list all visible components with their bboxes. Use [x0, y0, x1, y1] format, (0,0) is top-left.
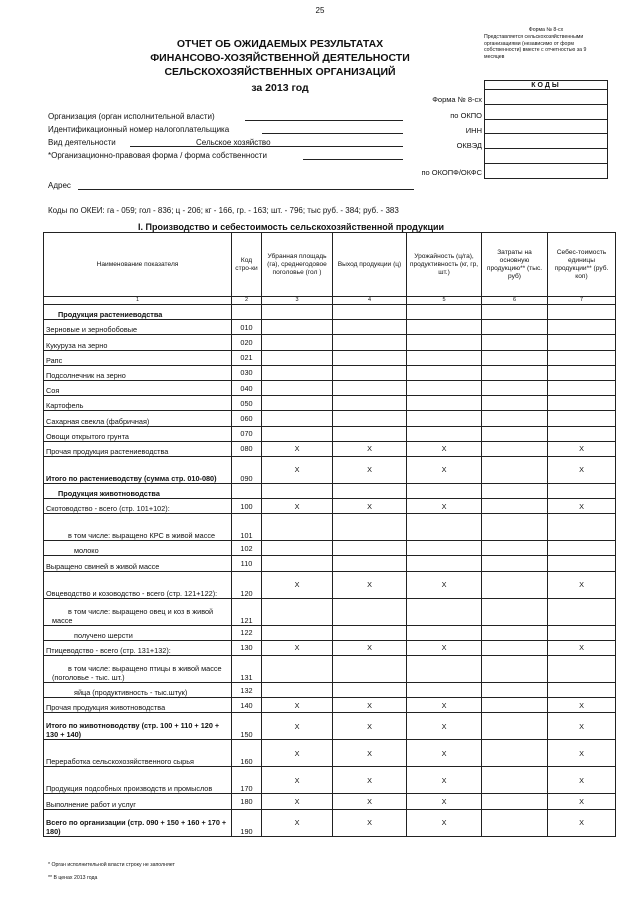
footnote-2: ** В ценах 2013 года: [48, 875, 98, 881]
value-cell[interactable]: [262, 380, 333, 395]
not-applicable-mark: X: [262, 794, 333, 809]
table-row: [44, 499, 616, 514]
title-line-4: за 2013 год: [251, 82, 309, 94]
not-applicable-mark: X: [548, 794, 616, 809]
value-cell[interactable]: [333, 483, 407, 498]
value-cell[interactable]: [482, 483, 548, 498]
col-number: 7: [548, 297, 616, 305]
table-row: [44, 335, 616, 350]
row-name: Зерновые и зернобобовые: [44, 320, 232, 335]
value-cell[interactable]: [548, 483, 616, 498]
row-name: Картофель: [44, 396, 232, 411]
value-cell[interactable]: [333, 625, 407, 640]
okpo-label: по ОКПО: [450, 111, 482, 120]
row-code: 021: [232, 350, 262, 365]
value-cell[interactable]: [262, 514, 333, 541]
value-cell[interactable]: [548, 320, 616, 335]
report-title: [130, 37, 430, 95]
not-applicable-mark: X: [333, 740, 407, 767]
value-cell[interactable]: [262, 656, 333, 683]
row-name: получено шерсти: [44, 625, 232, 640]
codes-box: [484, 90, 608, 179]
table-row: [44, 411, 616, 426]
value-cell[interactable]: [482, 350, 548, 365]
value-cell[interactable]: [482, 809, 548, 836]
row-name: Сахарная свекла (фабричная): [44, 411, 232, 426]
value-cell[interactable]: [262, 411, 333, 426]
value-cell[interactable]: [262, 483, 333, 498]
value-cell[interactable]: [407, 598, 482, 625]
value-cell[interactable]: [482, 380, 548, 395]
legal-form-label: *Организационно-правовая форма / форма собственности: [48, 151, 267, 160]
value-cell[interactable]: [407, 656, 482, 683]
not-applicable-mark: X: [262, 456, 333, 483]
row-name: Соя: [44, 380, 232, 395]
value-cell[interactable]: [407, 541, 482, 556]
not-applicable-mark: X: [262, 740, 333, 767]
form-info-note-1: Представляется сельскохозяйственными: [484, 33, 584, 40]
col-number: 4: [333, 297, 407, 305]
value-cell[interactable]: [548, 335, 616, 350]
col-number: 5: [407, 297, 482, 305]
value-cell[interactable]: [333, 320, 407, 335]
row-code: 120: [232, 571, 262, 598]
value-cell[interactable]: [407, 683, 482, 698]
address-field[interactable]: [78, 180, 414, 190]
value-cell[interactable]: [482, 320, 548, 335]
table-row: [44, 656, 616, 683]
section-heading: Продукция животноводства: [44, 483, 232, 498]
table-row: [44, 365, 616, 380]
value-cell[interactable]: [548, 541, 616, 556]
not-applicable-mark: X: [262, 767, 333, 794]
row-code: 030: [232, 365, 262, 380]
activity-value: Сельское хозяйство: [196, 138, 271, 147]
row-name: Прочая продукция животноводства: [44, 698, 232, 713]
table-row: [44, 809, 616, 836]
row-name: Итого по растениеводству (сумма стр. 010-080): [44, 456, 232, 483]
value-cell[interactable]: [407, 320, 482, 335]
table-row: [44, 350, 616, 365]
not-applicable-mark: X: [333, 794, 407, 809]
table-row: [44, 571, 616, 598]
value-cell[interactable]: [482, 713, 548, 740]
title-line-3: СЕЛЬСКОХОЗЯЙСТВЕННЫХ ОРГАНИЗАЦИЙ: [164, 66, 396, 78]
table-row: [44, 625, 616, 640]
value-cell[interactable]: [262, 350, 333, 365]
row-name: Итого по животноводству (стр. 100 + 110 + 120 + 130 + 140): [44, 713, 232, 740]
not-applicable-mark: X: [548, 499, 616, 514]
section-heading: Продукция растениеводства: [44, 305, 232, 320]
row-code: 121: [232, 598, 262, 625]
value-cell[interactable]: [407, 625, 482, 640]
value-cell[interactable]: [262, 598, 333, 625]
table-row: [44, 305, 616, 320]
value-cell[interactable]: [482, 305, 548, 320]
value-cell[interactable]: [262, 335, 333, 350]
table-header-row: [44, 233, 616, 297]
value-cell[interactable]: [262, 365, 333, 380]
row-code: 080: [232, 441, 262, 456]
not-applicable-mark: X: [262, 441, 333, 456]
value-cell[interactable]: [262, 541, 333, 556]
footnote-1: * Орган исполнительной власти строку не заполняет: [48, 862, 175, 868]
value-cell[interactable]: [333, 541, 407, 556]
row-name: Переработка сельскохозяйственного сырья: [44, 740, 232, 767]
value-cell[interactable]: [548, 625, 616, 640]
value-cell[interactable]: [482, 556, 548, 571]
col-header-output: Выход продукции (ц): [333, 233, 407, 297]
value-cell[interactable]: [548, 514, 616, 541]
value-cell[interactable]: [482, 541, 548, 556]
okei-codes: Коды по ОКЕИ: га - 059; гол - 836; ц - 206; кг - 166, гр. - 163; шт. - 796; тыс руб. - 384; руб. - 383: [48, 206, 399, 215]
not-applicable-mark: X: [548, 640, 616, 655]
inn-field-label: Идентификационный номер налогоплательщика: [48, 125, 230, 134]
value-cell[interactable]: [262, 305, 333, 320]
value-cell[interactable]: [482, 365, 548, 380]
not-applicable-mark: X: [548, 441, 616, 456]
row-name: Всего по организации (стр. 090 + 150 + 160 + 170 + 180): [44, 809, 232, 836]
code-cell-okved[interactable]: [485, 134, 607, 149]
value-cell[interactable]: [548, 305, 616, 320]
row-code: 040: [232, 380, 262, 395]
form-info: [484, 27, 608, 61]
row-name: Выращено свиней в живой массе: [44, 556, 232, 571]
value-cell[interactable]: [548, 426, 616, 441]
not-applicable-mark: X: [333, 767, 407, 794]
value-cell[interactable]: [407, 396, 482, 411]
value-cell[interactable]: [482, 656, 548, 683]
table-row: [44, 541, 616, 556]
value-cell[interactable]: [333, 514, 407, 541]
value-cell[interactable]: [407, 411, 482, 426]
value-cell[interactable]: [333, 365, 407, 380]
not-applicable-mark: X: [548, 740, 616, 767]
value-cell[interactable]: [482, 767, 548, 794]
title-line-2: ФИНАНСОВО-ХОЗЯЙСТВЕННОЙ ДЕЯТЕЛЬНОСТИ: [150, 52, 410, 64]
row-code: 170: [232, 767, 262, 794]
row-name: Прочая продукция растениеводства: [44, 441, 232, 456]
value-cell[interactable]: [333, 396, 407, 411]
value-cell[interactable]: [333, 411, 407, 426]
row-code: 140: [232, 698, 262, 713]
not-applicable-mark: X: [262, 713, 333, 740]
column-number-row: [44, 297, 616, 305]
row-name: в том числе: выращено овец и коз в живой массе: [44, 598, 232, 625]
col-header-area: Убранная площадь (га), среднегодовое поголовье (гол ): [262, 233, 333, 297]
not-applicable-mark: X: [407, 456, 482, 483]
inn-label: ИНН: [465, 126, 482, 135]
row-code: 130: [232, 640, 262, 655]
value-cell[interactable]: [482, 640, 548, 655]
row-code: 180: [232, 794, 262, 809]
page-number: 25: [315, 6, 325, 15]
okopf-label: по ОКОПФ/ОКФС: [421, 168, 482, 177]
row-code: 131: [232, 656, 262, 683]
value-cell[interactable]: [548, 380, 616, 395]
value-cell[interactable]: [407, 350, 482, 365]
row-code: 100: [232, 499, 262, 514]
table-row: [44, 483, 616, 498]
not-applicable-mark: X: [262, 640, 333, 655]
row-code: 160: [232, 740, 262, 767]
organization-field[interactable]: [245, 111, 403, 121]
value-cell[interactable]: [407, 335, 482, 350]
table-row: [44, 698, 616, 713]
value-cell[interactable]: [548, 411, 616, 426]
row-code: [232, 483, 262, 498]
not-applicable-mark: X: [333, 456, 407, 483]
col-number: 3: [262, 297, 333, 305]
value-cell[interactable]: [482, 683, 548, 698]
row-code: 122: [232, 625, 262, 640]
value-cell[interactable]: [333, 380, 407, 395]
value-cell[interactable]: [482, 571, 548, 598]
form-info-note-2: организациями (независимо от форм: [484, 40, 574, 47]
not-applicable-mark: X: [407, 794, 482, 809]
not-applicable-mark: X: [333, 499, 407, 514]
col-number: 2: [232, 297, 262, 305]
table-row: [44, 426, 616, 441]
not-applicable-mark: X: [548, 809, 616, 836]
not-applicable-mark: X: [407, 571, 482, 598]
form-info-note-4: месяцев: [484, 54, 505, 61]
legal-form-field[interactable]: [303, 150, 403, 160]
value-cell[interactable]: [262, 396, 333, 411]
not-applicable-mark: X: [407, 740, 482, 767]
table-row: [44, 598, 616, 625]
value-cell[interactable]: [482, 698, 548, 713]
not-applicable-mark: X: [262, 698, 333, 713]
value-cell[interactable]: [482, 598, 548, 625]
value-cell[interactable]: [482, 625, 548, 640]
row-code: 090: [232, 456, 262, 483]
row-name: в том числе: выращено КРС в живой массе: [44, 514, 232, 541]
row-code: 102: [232, 541, 262, 556]
row-code: 070: [232, 426, 262, 441]
not-applicable-mark: X: [333, 809, 407, 836]
not-applicable-mark: X: [262, 499, 333, 514]
not-applicable-mark: X: [548, 713, 616, 740]
row-name: Рапс: [44, 350, 232, 365]
value-cell[interactable]: [407, 556, 482, 571]
activity-label: Вид деятельности: [48, 138, 116, 147]
value-cell[interactable]: [333, 335, 407, 350]
row-code: 190: [232, 809, 262, 836]
title-line-1: ОТЧЕТ ОБ ОЖИДАЕМЫХ РЕЗУЛЬТАТАХ: [176, 38, 384, 50]
value-cell[interactable]: [262, 320, 333, 335]
not-applicable-mark: X: [333, 571, 407, 598]
value-cell[interactable]: [333, 598, 407, 625]
code-cell-inn[interactable]: [485, 120, 607, 135]
table-row: [44, 713, 616, 740]
okved-label: ОКВЭД: [456, 141, 482, 150]
code-cell-okpo[interactable]: [485, 105, 607, 120]
row-name: яйца (продуктивность - тыс.штук): [44, 683, 232, 698]
not-applicable-mark: X: [548, 698, 616, 713]
value-cell[interactable]: [407, 305, 482, 320]
value-cell[interactable]: [333, 350, 407, 365]
code-cell-form[interactable]: [485, 90, 607, 105]
value-cell[interactable]: [482, 411, 548, 426]
value-cell[interactable]: [548, 396, 616, 411]
value-cell[interactable]: [407, 514, 482, 541]
table-row: [44, 441, 616, 456]
not-applicable-mark: X: [333, 441, 407, 456]
not-applicable-mark: X: [407, 441, 482, 456]
row-name: Овцеводство и козоводство - всего (стр. 121+122):: [44, 571, 232, 598]
production-table: [43, 232, 616, 837]
not-applicable-mark: X: [548, 767, 616, 794]
value-cell[interactable]: [482, 335, 548, 350]
value-cell[interactable]: [262, 683, 333, 698]
not-applicable-mark: X: [548, 571, 616, 598]
organization-label: Организация (орган исполнительной власти): [48, 112, 215, 121]
value-cell[interactable]: [482, 740, 548, 767]
not-applicable-mark: X: [407, 640, 482, 655]
col-header-unit-cost: Себес-тоимость единицы продукции** (руб. коп): [548, 233, 616, 297]
col-header-code: Код стро-ки: [232, 233, 262, 297]
row-name: Подсолнечник на зерно: [44, 365, 232, 380]
value-cell[interactable]: [407, 426, 482, 441]
not-applicable-mark: X: [407, 809, 482, 836]
value-cell[interactable]: [333, 305, 407, 320]
value-cell[interactable]: [407, 380, 482, 395]
value-cell[interactable]: [333, 656, 407, 683]
row-code: 132: [232, 683, 262, 698]
value-cell[interactable]: [262, 625, 333, 640]
table-row: [44, 380, 616, 395]
row-name: Птицеводство - всего (стр. 131+132):: [44, 640, 232, 655]
col-number: 6: [482, 297, 548, 305]
not-applicable-mark: X: [407, 767, 482, 794]
value-cell[interactable]: [548, 556, 616, 571]
value-cell[interactable]: [333, 683, 407, 698]
row-code: [232, 305, 262, 320]
col-number: 1: [44, 297, 232, 305]
not-applicable-mark: X: [262, 571, 333, 598]
code-cell-blank[interactable]: [485, 149, 607, 164]
value-cell[interactable]: [548, 656, 616, 683]
not-applicable-mark: X: [333, 640, 407, 655]
value-cell[interactable]: [482, 499, 548, 514]
row-code: 101: [232, 514, 262, 541]
row-name: молоко: [44, 541, 232, 556]
section-title: I. Производство и себестоимость сельскохозяйственной продукции: [138, 222, 445, 232]
codes-header: КОДЫ: [484, 80, 608, 90]
row-code: 060: [232, 411, 262, 426]
form-info-note-3: собственности) вместе с отчетностью за 9: [484, 47, 587, 54]
table-row: [44, 794, 616, 809]
address-label: Адрес: [48, 181, 71, 190]
table-row: [44, 740, 616, 767]
row-code: 010: [232, 320, 262, 335]
col-header-costs: Затраты на основную продукцию** (тыс. руб): [482, 233, 548, 297]
not-applicable-mark: X: [407, 698, 482, 713]
table-row: [44, 320, 616, 335]
value-cell[interactable]: [482, 794, 548, 809]
not-applicable-mark: X: [548, 456, 616, 483]
not-applicable-mark: X: [262, 809, 333, 836]
row-code: 110: [232, 556, 262, 571]
value-cell[interactable]: [262, 426, 333, 441]
row-name: Кукуруза на зерно: [44, 335, 232, 350]
value-cell[interactable]: [333, 556, 407, 571]
value-cell[interactable]: [333, 426, 407, 441]
row-name: Овощи открытого грунта: [44, 426, 232, 441]
table-row: [44, 767, 616, 794]
not-applicable-mark: X: [407, 499, 482, 514]
row-code: 050: [232, 396, 262, 411]
not-applicable-mark: X: [333, 698, 407, 713]
table-row: [44, 640, 616, 655]
value-cell[interactable]: [482, 426, 548, 441]
value-cell[interactable]: [262, 556, 333, 571]
value-cell[interactable]: [548, 350, 616, 365]
value-cell[interactable]: [548, 365, 616, 380]
value-cell[interactable]: [548, 598, 616, 625]
not-applicable-mark: X: [407, 713, 482, 740]
row-code: 020: [232, 335, 262, 350]
form-row-label: Форма № 8-сх: [432, 95, 482, 104]
row-name: Продукция подсобных производств и промыслов: [44, 767, 232, 794]
table-row: [44, 683, 616, 698]
col-header-yield: Урожайность (ц/га), продуктивность (кг, гр, шт.): [407, 233, 482, 297]
table-row: [44, 556, 616, 571]
value-cell[interactable]: [482, 456, 548, 483]
value-cell[interactable]: [407, 483, 482, 498]
row-name: в том числе: выращено птицы в живой массе (поголовье - тыс. шт.): [44, 656, 232, 683]
value-cell[interactable]: [407, 365, 482, 380]
form-info-name: Форма № 8-сх: [528, 27, 564, 33]
value-cell[interactable]: [548, 683, 616, 698]
not-applicable-mark: X: [333, 713, 407, 740]
row-name: Скотоводство - всего (стр. 101+102):: [44, 499, 232, 514]
value-cell[interactable]: [482, 396, 548, 411]
code-cell-okopf[interactable]: [485, 164, 607, 179]
col-header-name: Наименование показателя: [44, 233, 232, 297]
inn-field[interactable]: [262, 124, 403, 134]
table-row: [44, 396, 616, 411]
row-name: Выполнение работ и услуг: [44, 794, 232, 809]
row-code: 150: [232, 713, 262, 740]
value-cell[interactable]: [482, 441, 548, 456]
table-row: [44, 514, 616, 541]
value-cell[interactable]: [482, 514, 548, 541]
table-row: [44, 456, 616, 483]
